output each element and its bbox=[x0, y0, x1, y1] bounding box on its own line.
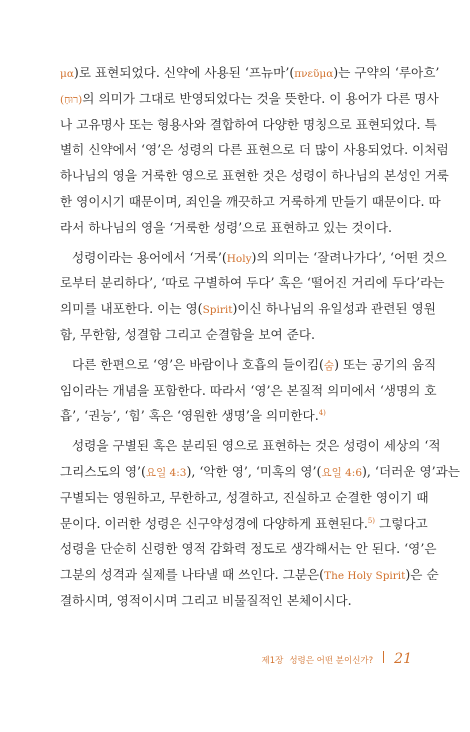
text-line bbox=[60, 167, 449, 185]
accent-text: ) bbox=[78, 93, 83, 106]
text-line bbox=[60, 116, 437, 134]
text-segment: 그분의 성격과 실제를 나타낼 때 쓰인다. 그분은( bbox=[60, 567, 325, 583]
text-line bbox=[60, 515, 428, 533]
text-line bbox=[72, 437, 441, 455]
text-line bbox=[60, 326, 412, 344]
text-segment: 나 고유명사 또는 형용사와 결합하여 다양한 명칭으로 표현되었다. 특 bbox=[60, 116, 437, 132]
text-segment: 구별되는 영원하고, 무한하고, 성결하고, 진실하고 순결한 영이기 때 bbox=[60, 489, 429, 505]
text-segment: 그리스도의 영’( bbox=[60, 464, 146, 479]
accent-text: Holy bbox=[226, 252, 252, 265]
text-line bbox=[60, 141, 449, 159]
text-segment: 의미를 내포한다. 이는 영( bbox=[60, 301, 203, 317]
footer-separator bbox=[383, 651, 384, 663]
text-segment: ), ‘더러운 영’과는 bbox=[362, 464, 460, 479]
text-line bbox=[60, 90, 439, 109]
running-footer bbox=[262, 651, 413, 667]
accent-text: 요일 4:6 bbox=[321, 467, 363, 479]
text-segment: 하나님의 영을 거룩한 영으로 표현한 것은 성령이 하나님의 본성인 거룩 bbox=[60, 168, 449, 184]
text-line bbox=[60, 219, 412, 237]
footnote-marker: 5) bbox=[367, 516, 376, 525]
accent-text: 요일 4:3 bbox=[145, 467, 187, 479]
text-segment: 의 의미가 그대로 반영되었다는 것을 뜻한다. 이 용어가 다른 명사 bbox=[82, 90, 439, 106]
text-segment: 라서 하나님의 영을 ‘거룩한 성령’으로 표현하고 있는 것이다. bbox=[60, 219, 393, 235]
accent-text: The Holy Spirit bbox=[324, 570, 406, 583]
text-line bbox=[60, 592, 412, 610]
accent-text: μα bbox=[60, 68, 74, 80]
text-segment: )의 의미는 ‘잘려나가다’, ‘어떤 것으 bbox=[251, 249, 447, 265]
text-line bbox=[72, 249, 447, 268]
text-segment: ) 또는 공기의 움직 bbox=[334, 356, 437, 372]
footnote-marker: 4) bbox=[318, 409, 326, 418]
text-line bbox=[60, 64, 440, 83]
text-segment: )은 순 bbox=[405, 567, 439, 583]
accent-text: ( bbox=[60, 93, 65, 106]
text-line bbox=[72, 356, 437, 375]
text-segment: 결하시며, 영적이시며 그리고 비물질적인 본체이시다. bbox=[60, 593, 352, 608]
text-segment: 문이다. 이러한 성령은 신구약성경에 다양하게 표현된다. bbox=[60, 515, 368, 531]
footer-title: 성령은 어떤 분이신가? bbox=[289, 656, 374, 666]
text-line bbox=[60, 300, 436, 319]
text-segment: 흡’, ‘권능’, ‘힘’ 혹은 ‘영원한 생명’을 의미한다. bbox=[60, 408, 319, 424]
accent-text: רוּחַ bbox=[64, 93, 79, 106]
text-line bbox=[60, 566, 439, 585]
text-segment: 별히 신약에서 ‘영’은 성령의 다른 표현으로 더 많이 사용되었다. 이처럼 bbox=[60, 142, 449, 158]
text-segment: 성령을 단순히 신령한 영적 감화력 정도로 생각해서는 안 된다. ‘영’은 bbox=[60, 541, 437, 557]
accent-text: 숨 bbox=[323, 359, 335, 372]
text-segment: 성령을 구별된 혹은 분리된 영으로 표현하는 것은 성령이 세상의 ‘적 bbox=[72, 438, 441, 454]
text-line bbox=[60, 382, 437, 400]
text-line bbox=[60, 463, 460, 482]
text-segment: 임이라는 개념을 포함한다. 따라서 ‘영’은 본질적 의미에서 ‘생명의 호 bbox=[60, 382, 437, 398]
text-segment: )이신 하나님의 유일성과 관련된 영원 bbox=[232, 301, 436, 317]
text-line bbox=[60, 540, 437, 558]
text-segment: 함, 무한함, 성결함 그리고 순결함을 보여 준다. bbox=[60, 327, 316, 342]
footer-chapter: 제1장 bbox=[261, 656, 284, 666]
accent-text: πνεῦμα bbox=[294, 68, 334, 80]
text-segment: 다른 한편으로 ‘영’은 바람이나 호흡의 들이킴( bbox=[72, 356, 324, 372]
text-segment: ), ‘악한 영’, ‘미혹의 영’( bbox=[186, 464, 322, 479]
text-line bbox=[60, 407, 412, 425]
text-line bbox=[60, 193, 441, 211]
text-line bbox=[60, 489, 429, 507]
text-segment: 그렇다고 bbox=[375, 515, 428, 531]
text-segment: )로 표현되었다. 신약에 사용된 ‘프뉴마’( bbox=[73, 65, 295, 80]
text-segment: 로부터 분리하다’, ‘따로 구별하여 두다’ 혹은 ‘떨어진 거리에 두다’라는 bbox=[60, 275, 445, 291]
accent-text: Spirit bbox=[202, 304, 233, 317]
text-segment: )는 구약의 ‘루아흐’ bbox=[333, 65, 440, 80]
text-segment: 한 영이시기 때문이며, 죄인을 깨끗하고 거룩하게 만들기 때문이다. 따 bbox=[60, 194, 441, 209]
text-segment: 성령이라는 용어에서 ‘거룩’( bbox=[72, 249, 227, 265]
page-number: 21 bbox=[394, 651, 412, 667]
text-line bbox=[60, 274, 445, 292]
